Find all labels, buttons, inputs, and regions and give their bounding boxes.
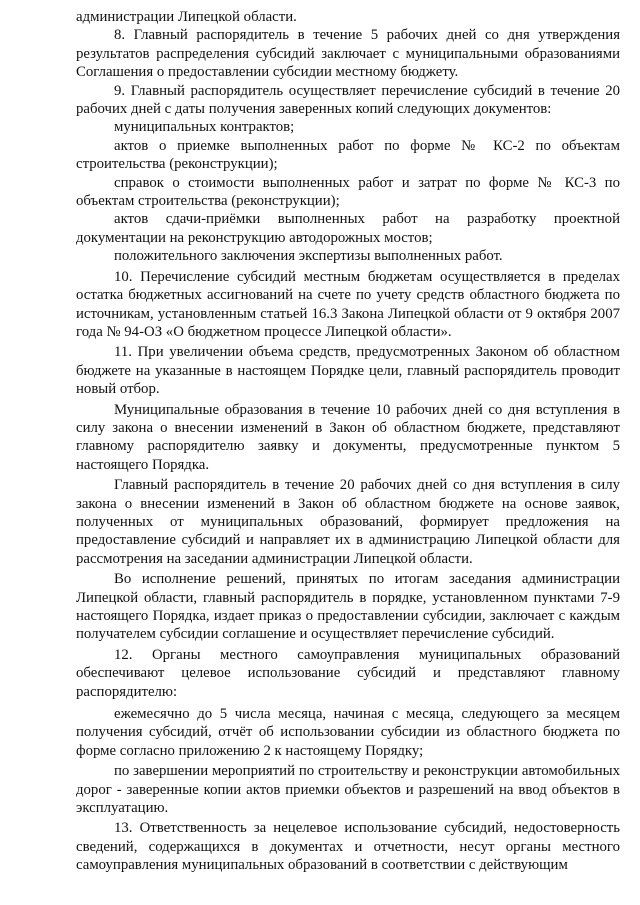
paragraph-item-12: 12. Органы местного самоуправления муниципальных образований обеспечивают целевое использование субсидий и представляют главному распорядителю:: [76, 646, 620, 700]
paragraph-item-9: 9. Главный распорядитель осуществляет перечисление субсидий в течение 20 рабочих дней с даты получения заверенных копий следующих документов:: [76, 82, 620, 118]
document-body: [76, 8, 620, 875]
paragraph-item-13: 13. Ответственность за нецелевое использование субсидий, недостоверность сведений, содержащихся в документах и отчетности, несут органы местного самоуправления муниципальных образований в соответствии с действующим: [76, 820, 620, 874]
paragraph-item-10: 10. Перечисление субсидий местным бюджетам осуществляется в пределах остатка бюджетных ассигнований на счете по учету средств областного бюджета по источникам, установленным статьей 16.3 Закона Липецкой области от 9 октября 2007 года № 94-ОЗ «О бюджетном процессе Липецкой области».: [76, 268, 620, 340]
paragraph-item-8: 8. Главный распорядитель в течение 5 рабочих дней со дня утверждения результатов распределения субсидий заключает с муниципальными образованиями Соглашения о предоставлении субсидии местному бюджету.: [76, 27, 620, 81]
paragraph-continuation: администрации Липецкой области.: [76, 9, 297, 25]
list-item-completion-acts: по завершении мероприятий по строительству и реконструкции автомобильных дорог - заверенные копии актов приемки объектов и разрешений на ввод объектов в эксплуатацию.: [76, 763, 620, 817]
list-item-expertise: положительного заключения экспертизы выполненных работ.: [114, 248, 503, 265]
list-item-monthly-report: ежемесячно до 5 числа месяца, начиная с месяца, следующего за месяцем получения субсидий, отчёт об использовании субсидии из областного бюджета по форме согласно приложению 2 к настоящему Порядку;: [76, 706, 620, 759]
paragraph-item-11: 11. При увеличении объема средств, предусмотренных Законом об областном бюджете на указанные в настоящем Порядке цели, главный распорядитель проводит новый отбор.: [76, 344, 620, 398]
list-item-ks2-acts: актов о приемке выполненных работ по форме № КС-2 по объектам строительства (реконструкции);: [76, 137, 620, 173]
paragraph-main-distributor: Главный распорядитель в течение 20 рабочих дней со дня вступления в силу закона о внесении изменений в Закон об областном бюджете на основе заявок, полученных от муниципальных образований, формирует предложения на предоставление субсидий и направляет их в администрацию Липецкой области для рассмотрения на заседании администрации Липецкой области.: [76, 477, 620, 567]
list-item-contracts: муниципальных контрактов;: [114, 119, 295, 136]
list-item-acceptance-acts: актов сдачи-приёмки выполненных работ на разработку проектной документации на реконструкцию автодорожных мостов;: [76, 211, 620, 246]
paragraph-decisions: Во исполнение решений, принятых по итогам заседания администрации Липецкой области, главный распорядитель в порядке, установленном пунктами 7-9 настоящего Порядка, издает приказ о предоставлении субсидии, заключает с каждым получателем субсидии соглашение и осуществляет перечисление субсидий.: [76, 571, 620, 643]
list-item-ks3-certificates: справок о стоимости выполненных работ и затрат по форме № КС-3 по объектам строительства (реконструкции);: [76, 174, 620, 210]
paragraph-municipal-applications: Муниципальные образования в течение 10 рабочих дней со дня вступления в силу закона о внесении изменений в Закон об областном бюджете, представляют главному распорядителю заявку и документы, предусмотренные пунктом 5 настоящего Порядка.: [76, 401, 620, 473]
